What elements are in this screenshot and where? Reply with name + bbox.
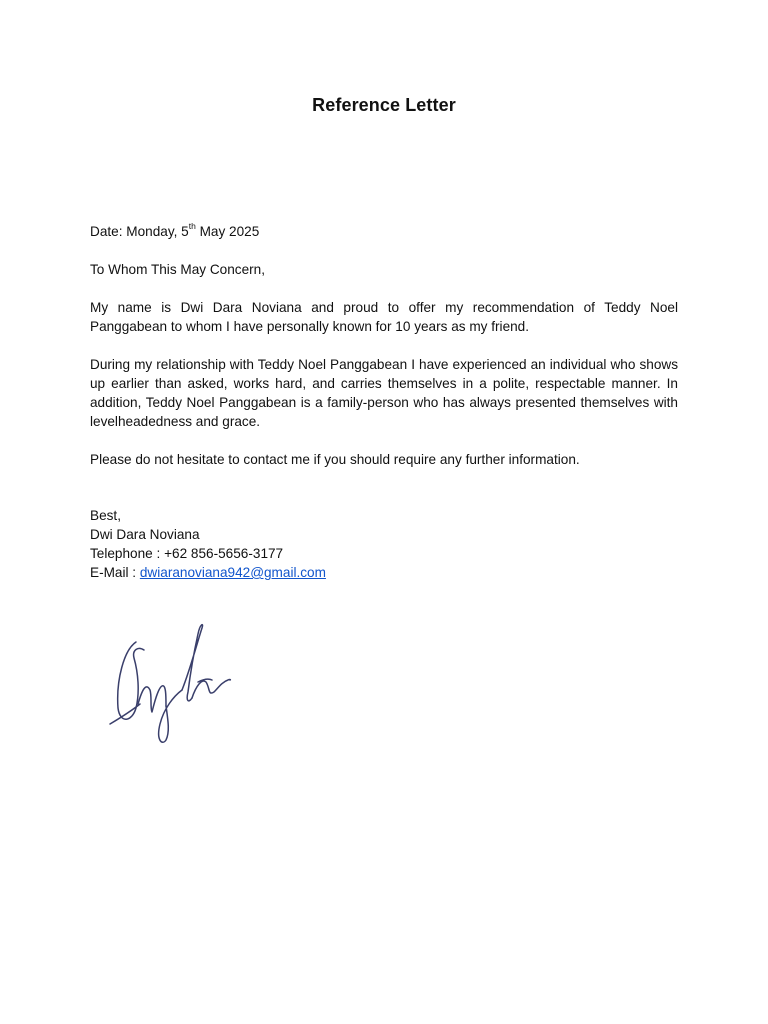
telephone-line: Telephone : +62 856-5656-3177 bbox=[90, 546, 284, 561]
date-ordinal-suffix: th bbox=[188, 221, 196, 232]
signature-icon bbox=[104, 620, 239, 748]
email-label: E-Mail : bbox=[90, 565, 140, 580]
date-rest: May 2025 bbox=[195, 224, 260, 239]
sender-name: Dwi Dara Noviana bbox=[90, 527, 200, 542]
paragraph-character: During my relationship with Teddy Noel Panggabean I have experienced an individual who shows up earlier than asked, works hard, and carries themselves in a polite, respectable manner. In addition, Teddy Noel Panggabean is a family-person who has always presented themselves with levelheadedness and grace. bbox=[90, 357, 678, 429]
closing-block bbox=[90, 506, 678, 582]
email-line bbox=[90, 563, 678, 582]
letter-title: Reference Letter bbox=[312, 95, 456, 115]
salutation: To Whom This May Concern, bbox=[90, 262, 266, 277]
date-prefix: Date: Monday, 5 bbox=[90, 224, 189, 239]
email-link[interactable]: dwiaranoviana942@gmail.com bbox=[139, 565, 326, 580]
paragraph-contact: Please do not hesitate to contact me if you should require any further information. bbox=[90, 452, 580, 467]
paragraph-introduction: My name is Dwi Dara Noviana and proud to offer my recommendation of Teddy Noel Panggabean to whom I have personally known for 10 years as my friend. bbox=[90, 300, 678, 334]
sign-off: Best, bbox=[90, 508, 121, 523]
letter-date bbox=[90, 222, 678, 241]
